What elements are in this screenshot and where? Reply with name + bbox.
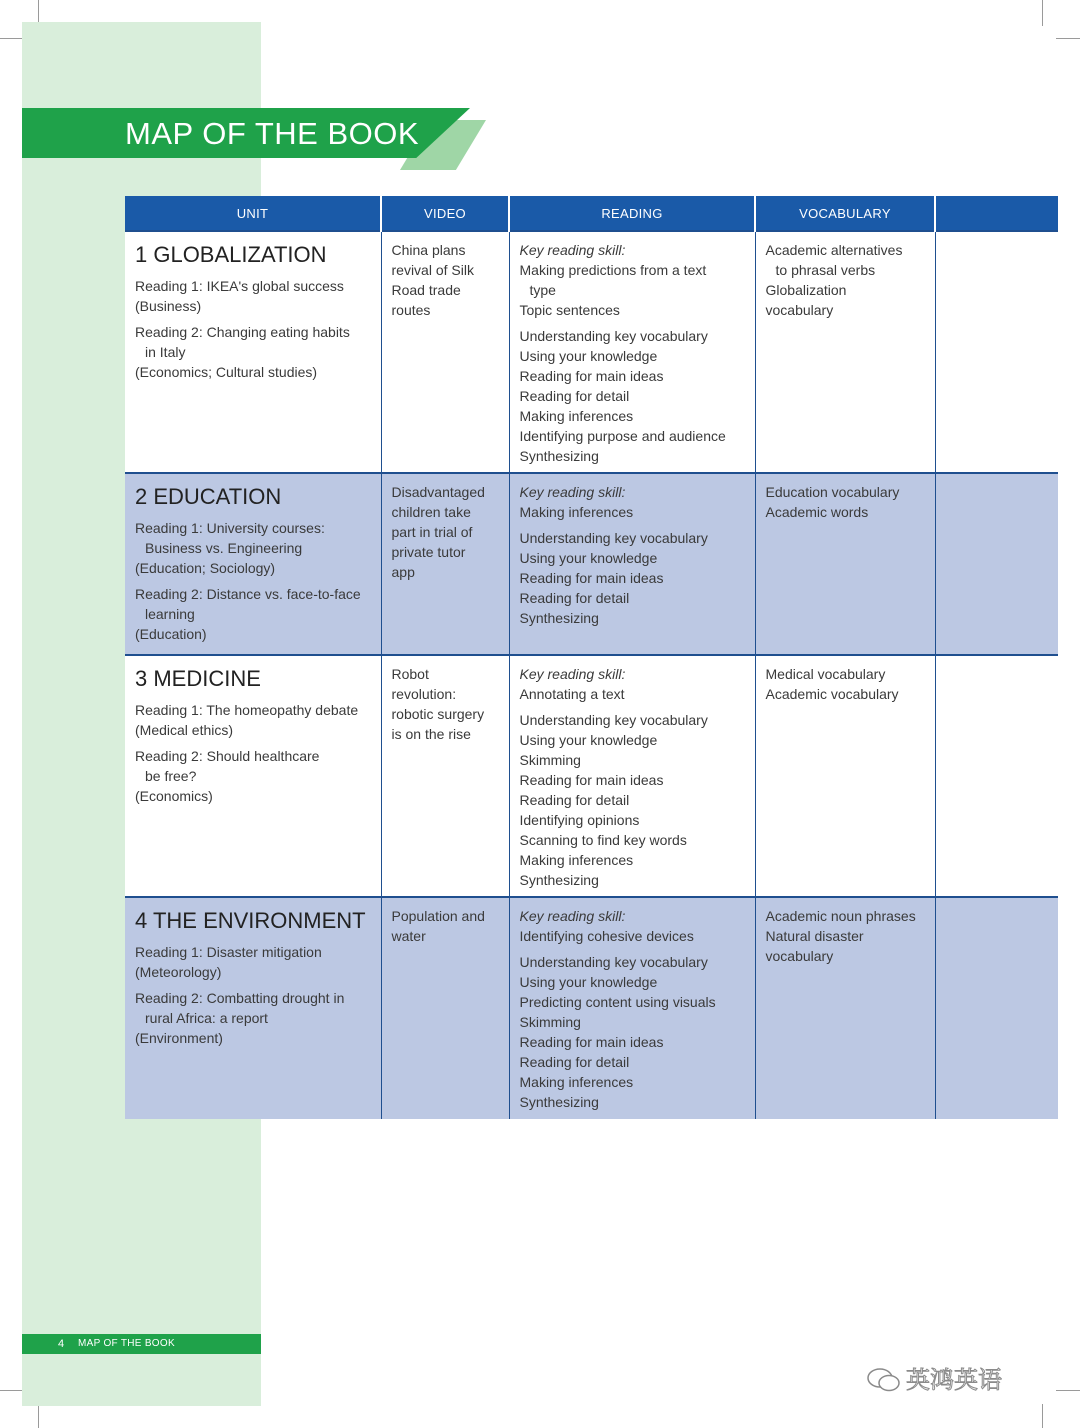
text-line: Skimming — [519, 752, 581, 768]
text-line: app — [391, 564, 415, 580]
text-line: Understanding key vocabulary — [519, 954, 708, 970]
reading-lines — [520, 260, 745, 466]
text-line: Population and — [391, 908, 485, 924]
table-header-row — [125, 196, 1058, 231]
text-line: is on the rise — [391, 726, 471, 742]
unit-cell — [125, 231, 381, 473]
empty-cell — [935, 897, 1058, 1119]
trim-mark — [1056, 1390, 1080, 1391]
text-line: Reading for detail — [519, 1054, 630, 1070]
reading-lines — [520, 684, 745, 890]
text-line: Making inferences — [519, 852, 634, 868]
unit-cell — [125, 473, 381, 655]
text-line: Predicting content using visuals — [519, 994, 716, 1010]
unit-cell — [125, 655, 381, 897]
text-line: (Education) — [135, 626, 207, 642]
text-line: routes — [391, 302, 431, 318]
key-skill-label: Key reading skill: — [519, 908, 626, 924]
reading-cell — [509, 231, 755, 473]
unit-title: 3 MEDICINE — [135, 666, 261, 691]
text-line: Reading 2: Should healthcare — [135, 748, 320, 764]
col-header-reading: READING — [509, 196, 755, 231]
text-line: Synthesizing — [519, 1094, 599, 1110]
unit-title: 2 EDUCATION — [135, 484, 282, 509]
trim-mark — [1042, 0, 1043, 26]
trim-mark — [1056, 38, 1080, 39]
video-lines — [392, 240, 499, 320]
text-line: to phrasal verbs — [775, 262, 876, 278]
text-line: Academic vocabulary — [765, 686, 899, 702]
unit-lines — [135, 700, 371, 806]
empty-cell — [935, 473, 1058, 655]
text-line: revolution: — [391, 686, 457, 702]
key-skill-label: Key reading skill: — [519, 484, 626, 500]
empty-cell — [935, 231, 1058, 473]
reading-lines — [520, 926, 745, 1112]
text-line: Annotating a text — [519, 686, 625, 702]
text-line: Reading 1: The homeopathy debate — [135, 702, 359, 718]
text-line: Reading for main ideas — [519, 772, 664, 788]
text-line: Making inferences — [519, 1074, 634, 1090]
key-skill-label: Key reading skill: — [519, 666, 626, 682]
text-line: Academic noun phrases — [765, 908, 916, 924]
watermark-text: 英鸿英语 — [906, 1366, 1002, 1394]
text-line: Topic sentences — [519, 302, 620, 318]
text-line: Understanding key vocabulary — [519, 328, 708, 344]
text-line: Education vocabulary — [765, 484, 900, 500]
book-map-table — [125, 196, 1058, 1119]
reading-cell — [509, 473, 755, 655]
text-line: Using your knowledge — [519, 732, 658, 748]
vocabulary-lines — [766, 240, 925, 320]
text-line: (Medical ethics) — [135, 722, 234, 738]
text-line: revival of Silk — [391, 262, 474, 278]
text-line: Reading for detail — [519, 388, 630, 404]
text-line: (Economics) — [135, 788, 213, 804]
text-line: China plans — [391, 242, 466, 258]
text-line: Identifying opinions — [519, 812, 640, 828]
trim-mark — [1042, 1404, 1043, 1428]
text-line: children take — [391, 504, 471, 520]
text-line: (Environment) — [135, 1030, 223, 1046]
col-header-extra — [935, 196, 1058, 231]
trim-mark — [0, 38, 24, 39]
text-line: Making predictions from a text — [519, 262, 707, 278]
text-line: Identifying purpose and audience — [519, 428, 726, 444]
trim-mark — [38, 1404, 39, 1428]
col-header-video: VIDEO — [381, 196, 509, 231]
text-line: Disadvantaged — [391, 484, 485, 500]
table-row — [125, 655, 1058, 897]
text-line: Medical vocabulary — [765, 666, 886, 682]
text-line: Identifying cohesive devices — [519, 928, 694, 944]
vocabulary-cell — [755, 897, 935, 1119]
text-line: (Economics; Cultural studies) — [135, 364, 318, 380]
text-line: Academic words — [765, 504, 869, 520]
text-line: Skimming — [519, 1014, 581, 1030]
text-line: Understanding key vocabulary — [519, 712, 708, 728]
unit-title: 1 GLOBALIZATION — [135, 242, 327, 267]
text-line: vocabulary — [765, 302, 834, 318]
text-line: Reading 2: Changing eating habits — [135, 324, 350, 340]
vocabulary-cell — [755, 473, 935, 655]
text-line: learning — [145, 606, 195, 622]
text-line: private tutor — [391, 544, 466, 560]
vocabulary-cell — [755, 231, 935, 473]
text-line: Using your knowledge — [519, 974, 658, 990]
reading-lines — [520, 502, 745, 628]
unit-lines — [135, 942, 371, 1048]
text-line: (Education; Sociology) — [135, 560, 276, 576]
key-skill-label: Key reading skill: — [519, 242, 626, 258]
video-cell — [381, 473, 509, 655]
page-number: 4 — [58, 1338, 65, 1350]
text-line: type — [529, 282, 556, 298]
text-line: Globalization — [765, 282, 847, 298]
table-row — [125, 231, 1058, 473]
text-line: Understanding key vocabulary — [519, 530, 708, 546]
reading-cell — [509, 655, 755, 897]
text-line: Reading 1: Disaster mitigation — [135, 944, 322, 960]
col-header-unit: UNIT — [125, 196, 381, 231]
text-line: Business vs. Engineering — [145, 540, 303, 556]
vocabulary-lines — [766, 906, 925, 966]
page-title: MAP OF THE BOOK — [125, 116, 420, 151]
text-line: Synthesizing — [519, 610, 599, 626]
text-line: Reading 1: University courses: — [135, 520, 325, 536]
video-cell — [381, 897, 509, 1119]
text-line: Synthesizing — [519, 872, 599, 888]
text-line: Making inferences — [519, 504, 634, 520]
text-line: part in trial of — [391, 524, 473, 540]
text-line: Using your knowledge — [519, 550, 658, 566]
empty-cell — [935, 655, 1058, 897]
table-row — [125, 897, 1058, 1119]
video-lines — [392, 482, 499, 582]
vocabulary-lines — [766, 664, 925, 704]
footer-bar — [22, 1334, 261, 1354]
vocabulary-lines — [766, 482, 925, 522]
text-line: Reading for detail — [519, 792, 630, 808]
wechat-icon — [866, 1366, 902, 1394]
text-line: Reading 2: Distance vs. face-to-face — [135, 586, 361, 602]
text-line: rural Africa: a report — [145, 1010, 268, 1026]
unit-lines — [135, 518, 371, 644]
text-line: Reading for main ideas — [519, 1034, 664, 1050]
unit-title: 4 THE ENVIRONMENT — [135, 908, 366, 933]
text-line: Scanning to find key words — [519, 832, 687, 848]
text-line: Reading for main ideas — [519, 570, 664, 586]
text-line: Reading for main ideas — [519, 368, 664, 384]
video-lines — [392, 664, 499, 744]
unit-cell — [125, 897, 381, 1119]
text-line: vocabulary — [765, 948, 834, 964]
text-line: be free? — [145, 768, 197, 784]
video-cell — [381, 655, 509, 897]
text-line: Road trade — [391, 282, 461, 298]
text-line: in Italy — [145, 344, 186, 360]
unit-lines — [135, 276, 371, 382]
text-line: Reading 2: Combatting drought in — [135, 990, 345, 1006]
text-line: Natural disaster — [765, 928, 864, 944]
col-header-vocabulary: VOCABULARY — [755, 196, 935, 231]
reading-cell — [509, 897, 755, 1119]
text-line: Using your knowledge — [519, 348, 658, 364]
text-line: (Meteorology) — [135, 964, 222, 980]
text-line: robotic surgery — [391, 706, 485, 722]
text-line: Robot — [391, 666, 429, 682]
video-lines — [392, 906, 499, 946]
video-cell — [381, 231, 509, 473]
table-row — [125, 473, 1058, 655]
text-line: Reading for detail — [519, 590, 630, 606]
text-line: water — [391, 928, 426, 944]
trim-mark — [0, 1390, 24, 1391]
text-line: Synthesizing — [519, 448, 599, 464]
text-line: Making inferences — [519, 408, 634, 424]
text-line: Reading 1: IKEA's global success — [135, 278, 344, 294]
text-line: Academic alternatives — [765, 242, 903, 258]
footer-label: MAP OF THE BOOK — [78, 1338, 175, 1349]
vocabulary-cell — [755, 655, 935, 897]
text-line: (Business) — [135, 298, 202, 314]
